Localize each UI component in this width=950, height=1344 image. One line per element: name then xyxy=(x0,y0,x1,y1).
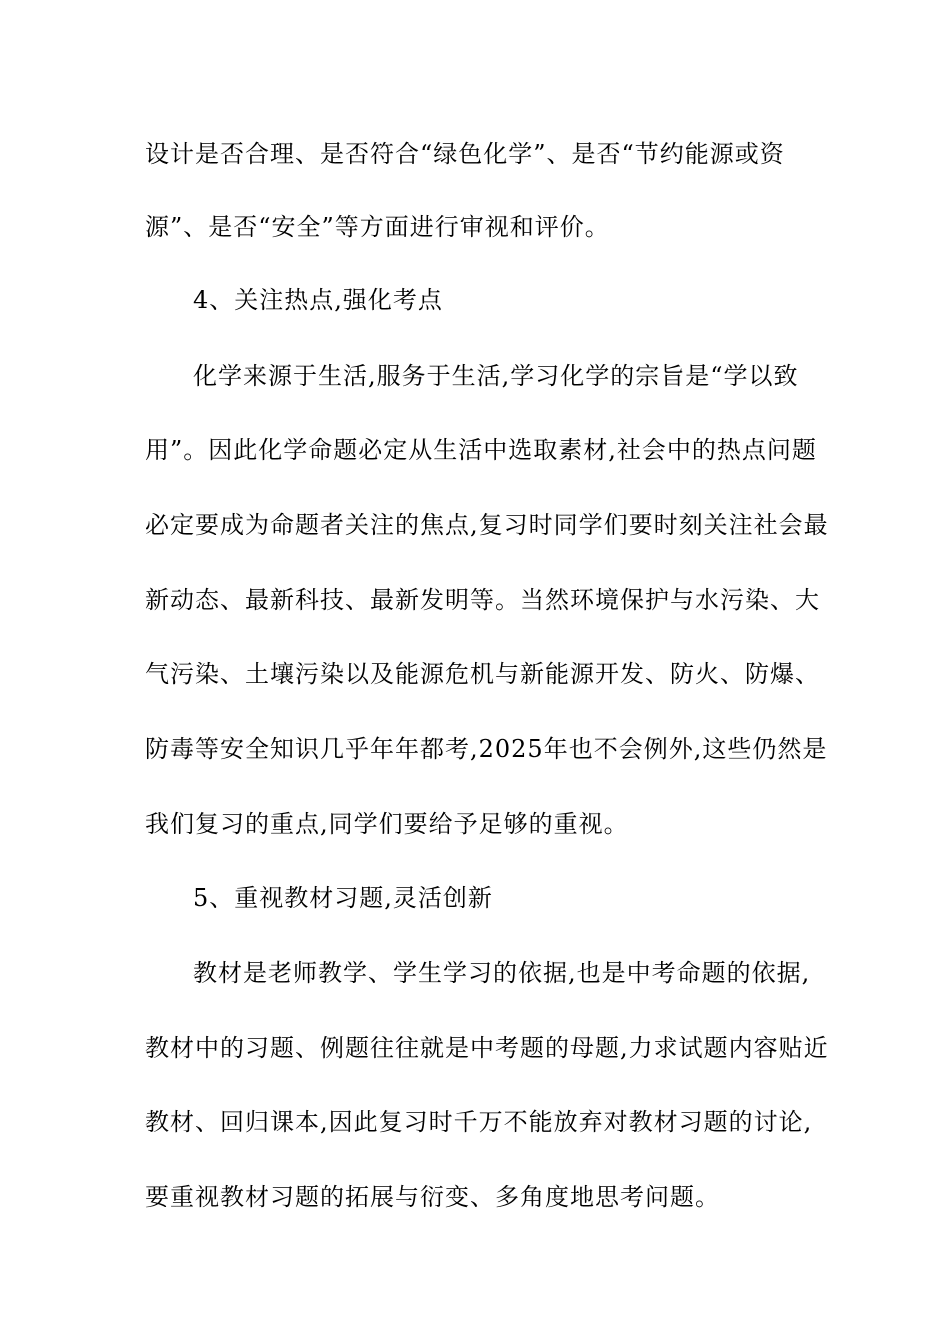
section-heading: 4、关注热点,强化考点 xyxy=(193,286,443,314)
paragraph-line: 设计是否合理、是否符合“绿色化学”、是否“节约能源或资 xyxy=(145,140,785,168)
section-heading: 5、重视教材习题,灵活创新 xyxy=(193,884,493,912)
paragraph-line: 防毒等安全知识几乎年年都考,2025年也不会例外,这些仍然是 xyxy=(145,735,828,763)
paragraph-line: 必定要成为命题者关注的焦点,复习时同学们要时刻关注社会最 xyxy=(145,511,829,539)
paragraph-line: 源”、是否“安全”等方面进行审视和评价。 xyxy=(145,213,610,241)
paragraph-line: 教材中的习题、例题往往就是中考题的母题,力求试题内容贴近 xyxy=(145,1034,829,1062)
paragraph-line: 教材、回归课本,因此复习时千万不能放弃对教材习题的讨论, xyxy=(145,1108,813,1136)
paragraph-line: 气污染、土壤污染以及能源危机与新能源开发、防火、防爆、 xyxy=(145,660,820,688)
paragraph-line: 要重视教材习题的拓展与衍变、多角度地思考问题。 xyxy=(145,1183,720,1211)
paragraph-line: 新动态、最新科技、最新发明等。当然环境保护与水污染、大 xyxy=(145,586,820,614)
paragraph-line: 用”。因此化学命题必定从生活中选取素材,社会中的热点问题 xyxy=(145,436,817,464)
paragraph-line: 我们复习的重点,同学们要给予足够的重视。 xyxy=(145,810,629,838)
paragraph-line: 教材是老师教学、学生学习的依据,也是中考命题的依据, xyxy=(193,959,811,987)
paragraph-line: 化学来源于生活,服务于生活,学习化学的宗旨是“学以致 xyxy=(193,362,799,390)
